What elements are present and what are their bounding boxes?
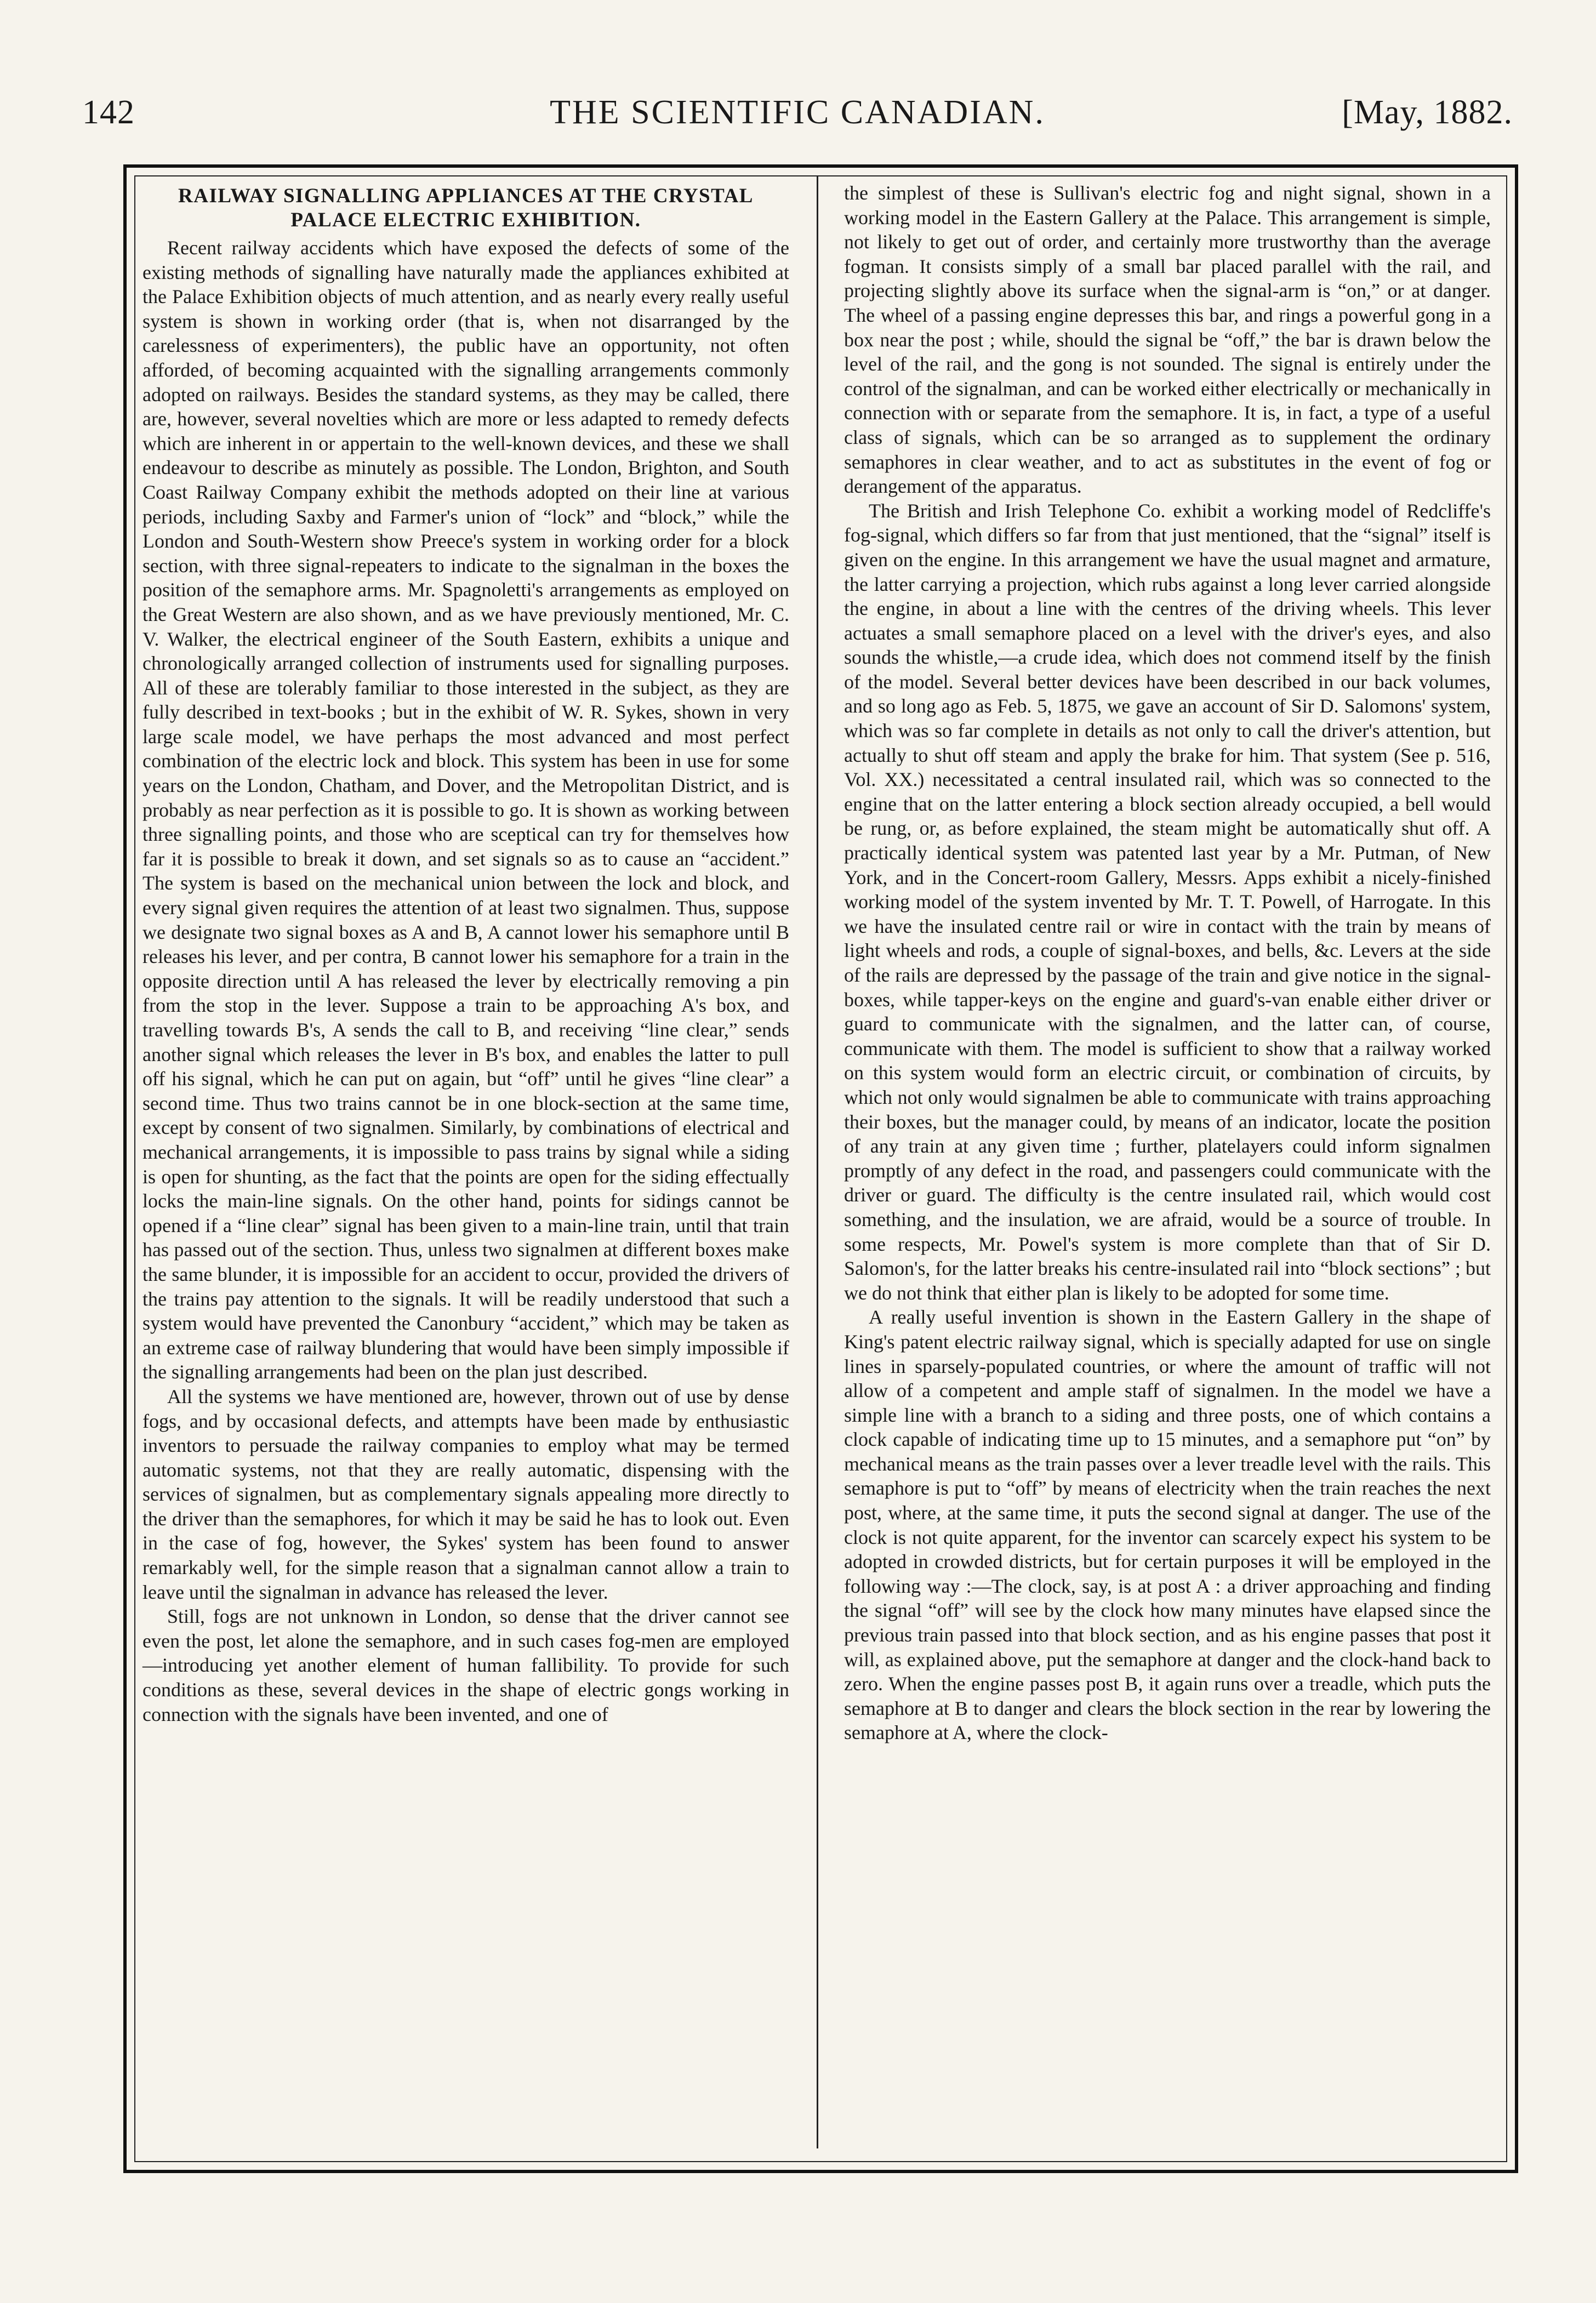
page-number: 142: [82, 94, 135, 131]
paragraph: All the systems we have mentioned are, however, thrown out of use by dense fogs, and by occasional defects, and attempts have been made by enthusiastic inventors to persuade the railway companies to employ what may be termed automatic systems, not that they are really automatic, dispensing with the services of signalmen, but as complementary signals appealing more directly to the driver than the semaphores, for which it may be said he has to look out. Even in the case of fog, however, the Sykes' system has been found to answer remarkably well, for the simple reason that a signalman cannot allow a train to leave until the signalman in advance has released the lever.: [142, 1385, 789, 1603]
paragraph: the simplest of these is Sullivan's electric fog and night signal, shown in a working model in the Eastern Gallery at the Palace. This arrangement is simple, not likely to get out of order, and certainly more trustworthy than the average fogman. It consists simply of a small bar placed parallel with the rail, and projecting slightly above its surface when the signal-arm is “on,” or at danger. The wheel of a passing engine depresses this bar, and rings a powerful gong in a box near the post ; while, should the signal be “off,” the bar is drawn below the level of the rail, and the gong is not sounded. The signal is entirely under the control of the signalman, and can be worked either electrically or mechanically in connection with or separate from the semaphore. It is, in fact, a type of a useful class of signals, which can be so arranged as to supplement the ordinary semaphores in clear weather, and to act as substitutes in the event of fog or derangement of the apparatus.: [844, 182, 1491, 498]
paragraph: Recent railway accidents which have exposed the defects of some of the existing methods of signalling have naturally made the appliances exhibited at the Palace Exhibition objects of much attention, and as nearly every really useful system is shown in working order (that is, when not disarranged by the carelessness of experimenters), the public have an opportunity, not often afforded, of becoming acquainted with the signalling arrangements commonly adopted on railways. Besides the standard systems, as they may be called, there are, however, several novelties which are more or less adapted to remedy defects which are inherent in or appertain to the well-known devices, and these we shall endeavour to describe as minutely as possible. The London, Brighton, and South Coast Railway Company exhibit the methods adopted on their line at various periods, including Saxby and Farmer's union of “lock” and “block,” while the London and South-Western show Preece's system in working order for a block section, with three signal-repeaters to indicate to the signalman in the boxes the position of the semaphore arms. Mr. Spagnoletti's arrangements as employed on the Great Western are also shown, and as we have previously mentioned, Mr. C. V. Walker, the electrical engineer of the South Eastern, exhibits a unique and chronologically arranged collection of instruments used for signalling purposes. All of these are tolerably familiar to those interested in the subject, as they are fully described in text-books ; but in the exhibit of W. R. Sykes, shown in very large scale model, we have perhaps the most advanced and most perfect combination of the electric lock and block. This system has been in use for some years on the London, Chatham, and Dover, and the Metropolitan District, and is probably as near perfection as it is possible to go. It is shown as working between three signalling points, and those who are sceptical can try for themselves how far it is possible to break it down, and set signals so as to cause an “accident.” The system is based on the mechanical union between the lock and block, and every signal given requires the attention of at least two signalmen. Thus, suppose we designate two signal boxes as A and B, A cannot lower his semaphore until B releases his lever, and per contra, B cannot lower his semaphore for a train in the opposite direction until A has released the lever by electrically removing a pin from the stop in the lever. Suppose a train to be approaching A's box, and travelling towards B's, A sends the call to B, and receiving “line clear,” sends another signal which releases the lever in B's box, and enables the latter to pull off his signal, which he can put on again, but “off” until he gives “line clear” a second time. Thus two trains cannot be in one block-section at the same time, except by consent of two signalmen. Similarly, by combinations of electrical and mechanical arrangements, it is impossible to pass trains by signal while a siding is open for shunting, as the fact that the points are open for the siding effectually locks the main-line signals. On the other hand, points for sidings cannot be opened if a “line clear” signal has been given to a main-line train, until that train has passed out of the section. Thus, unless two signalmen at different boxes make the same blunder, it is impossible for an accident to occur, provided the drivers of the trains pay attention to the signals. It will be readily understood that such a system would have prevented the Canonbury “accident,” which may be taken as an extreme case of railway blundering that would have been simply impossible if the signalling arrangements had been on the plan just described.: [142, 237, 789, 1383]
paragraph: Still, fogs are not unknown in London, so dense that the driver cannot see even the post, let alone the semaphore, and in such cases fog-men are employed—introducing yet another element of human fallibility. To provide for such conditions as these, several devices in the shape of electric gongs working in connection with the signals have been invented, and one of: [142, 1605, 789, 1725]
right-column: [844, 181, 1491, 1745]
article-headline: RAILWAY SIGNALLING APPLIANCES AT THE CRYSTAL PALACE ELECTRIC EXHIBITION.: [178, 185, 754, 231]
paragraph: The British and Irish Telephone Co. exhibit a working model of Redcliffe's fog-signal, which differs so far from that just mentioned, that the “signal” itself is given on the engine. In this arrangement we have the usual magnet and armature, the latter carrying a projection, which rubs against a long lever carried alongside the engine, in about a line with the centres of the driving wheels. This lever actuates a small semaphore placed on a level with the driver's eyes, and also sounds the whistle,—a crude idea, which does not commend itself by the finish of the model. Several better devices have been described in our back volumes, and so long ago as Feb. 5, 1875, we gave an account of Sir D. Salomons' system, which was so far complete in details as not only to call the driver's attention, but actually to shut off steam and apply the brake for him. That system (See p. 516, Vol. XX.) necessitated a central insulated rail, which was so connected to the engine that on the latter entering a block section already occupied, a bell would be rung, or, as before explained, the steam might be automatically shut off. A practically identical system was patented last year by a Mr. Putman, of New York, and in the Concert-room Gallery, Messrs. Apps exhibit a nicely-finished working model of the system invented by Mr. T. T. Powell, of Harrogate. In this we have the insulated centre rail or wire in contact with the train by means of light wheels and rods, a couple of signal-boxes, and bells, &c. Levers at the side of the rails are depressed by the passage of the train and give notice in the signal-boxes, while tapper-keys on the engine and guard's-van enable either driver or guard to communicate with the signalmen, and the latter can, of course, communicate with them. The model is sufficient to show that a railway worked on this system would form an electric circuit, or combination of circuits, by which not only would signalmen be able to communicate with trains approaching their boxes, but the manager could, by means of an indicator, locate the position of any train at any given time ; further, platelayers could inform signalmen promptly of any defect in the road, and passengers could communicate with the driver or guard. The difficulty is the centre insulated rail, which would cost something, and the insulation, we are afraid, would be a source of trouble. In some respects, Mr. Powel's system is more complete than that of Sir D. Salomon's, for the latter breaks his centre-insulated rail into “block sections” ; but we do not think that either plan is likely to be adopted for some time.: [844, 499, 1491, 1304]
column-divider: [817, 175, 818, 2148]
publication-title: THE SCIENTIFIC CANADIAN.: [550, 94, 1045, 131]
paragraph: A really useful invention is shown in the Eastern Gallery in the shape of King's patent electric railway signal, which is specially adapted for use on single lines in sparsely-populated countries, or where the amount of traffic will not allow of a competent and ample staff of signalmen. In the model we have a simple line with a branch to a siding and three posts, one of which contains a clock capable of indicating time up to 15 minutes, and a semaphore put “on” by mechanical means as the train passes over a lever treadle level with the rails. This semaphore is put to “off” by means of electricity when the train reaches the next post, where, at the same time, it puts the second signal at danger. The use of the clock is not quite apparent, for the inventor can scarcely expect his system to be adopted in crowded districts, but for certain purposes it will be employed in the following way :—The clock, say, is at post A : a driver approaching and finding the signal “off” will see by the clock how many minutes have elapsed since the previous train passed into that block section, and as his engine passes that post it will, as explained above, put the semaphore at danger and the clock-hand back to zero. When the engine passes post B, it again runs over a treadle, which puts the semaphore at B to danger and clears the block section in the rear by lowering the semaphore at A, where the clock-: [844, 1306, 1491, 1744]
left-column: [142, 181, 789, 1726]
issue-date: [May, 1882.: [1342, 94, 1513, 131]
page-header: [82, 93, 1513, 142]
